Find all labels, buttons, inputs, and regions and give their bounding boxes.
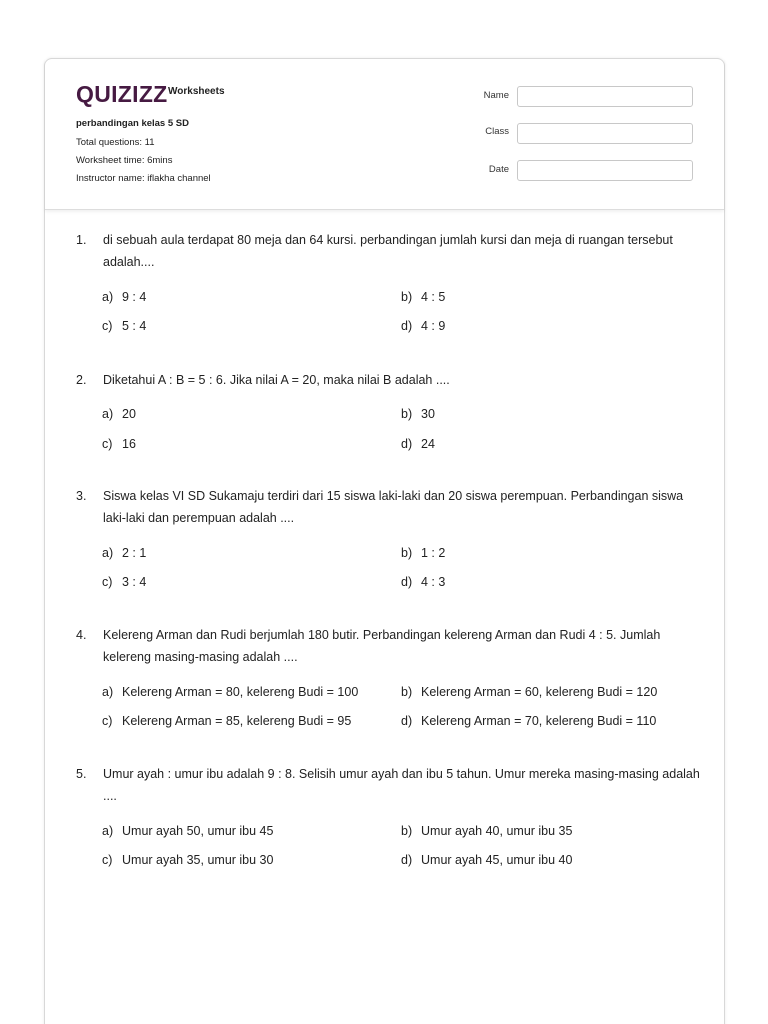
option-b [401, 407, 435, 421]
option-letter: c) [102, 437, 113, 451]
option-d [401, 319, 445, 333]
question-number: 3. [76, 489, 87, 503]
option-letter: b) [401, 546, 413, 560]
option-letter: a) [102, 685, 114, 699]
option-text: 4 : 5 [421, 290, 446, 304]
option-a [102, 824, 273, 838]
worksheet-page [44, 58, 725, 1024]
option-text: Kelereng Arman = 85, kelereng Budi = 95 [122, 714, 352, 728]
option-text: 24 [421, 437, 435, 451]
question-text: Umur ayah : umur ibu adalah 9 : 8. Selisih umur ayah dan ibu 5 tahun. Umur mereka masing-masing adalah .... [103, 767, 700, 803]
option-letter: a) [102, 824, 114, 838]
option-a [102, 546, 146, 560]
option-text: 30 [421, 407, 435, 421]
option-text: Umur ayah 40, umur ibu 35 [421, 824, 573, 838]
option-text: Kelereng Arman = 60, kelereng Budi = 120 [421, 685, 658, 699]
option-text: 20 [122, 407, 136, 421]
option-b [401, 290, 445, 304]
option-text: 1 : 2 [421, 546, 446, 560]
option-text: Kelereng Arman = 80, kelereng Budi = 100 [122, 685, 359, 699]
question-number: 1. [76, 233, 87, 247]
option-letter: b) [401, 407, 413, 421]
option-letter: c) [102, 319, 113, 333]
option-d [401, 853, 572, 867]
question-number: 4. [76, 628, 87, 642]
option-a [102, 685, 358, 699]
worksheet-time: Worksheet time: 6mins [76, 155, 173, 166]
date-label: Date [488, 164, 509, 175]
option-text: Umur ayah 50, umur ibu 45 [122, 824, 274, 838]
option-letter: a) [102, 290, 114, 304]
option-text: 16 [122, 437, 136, 451]
option-b [401, 685, 657, 699]
question-number: 2. [76, 373, 87, 387]
option-b [401, 824, 572, 838]
option-c [102, 714, 351, 728]
option-letter: d) [401, 319, 413, 333]
option-a [102, 407, 136, 421]
option-letter: d) [401, 853, 413, 867]
name-label: Name [483, 90, 509, 101]
option-d [401, 437, 435, 451]
option-d [401, 575, 445, 589]
question-text: Siswa kelas VI SD Sukamaju terdiri dari 15 siswa laki-laki dan 20 siswa perempuan. Perbandingan siswa laki-laki dan perempuan adalah .... [103, 489, 684, 525]
option-letter: c) [102, 853, 113, 867]
option-a [102, 290, 146, 304]
option-letter: b) [401, 290, 413, 304]
option-letter: d) [401, 714, 413, 728]
option-text: 9 : 4 [122, 290, 147, 304]
option-c [102, 575, 146, 589]
worksheet-header [45, 59, 724, 210]
option-letter: a) [102, 546, 114, 560]
option-c [102, 319, 146, 333]
class-label: Class [485, 126, 509, 137]
option-c [102, 437, 136, 451]
option-text: 2 : 1 [122, 546, 147, 560]
question-text: Kelereng Arman dan Rudi berjumlah 180 butir. Perbandingan kelereng Arman dan Rudi 4 : 5. Jumlah kelereng masing-masing adalah .... [103, 628, 661, 664]
option-d [401, 714, 656, 728]
option-text: 3 : 4 [122, 575, 147, 589]
option-text: Kelereng Arman = 70, kelereng Budi = 110 [421, 714, 657, 728]
question-number: 5. [76, 767, 87, 781]
total-questions: Total questions: 11 [76, 137, 155, 148]
option-text: Umur ayah 45, umur ibu 40 [421, 853, 573, 867]
option-text: Umur ayah 35, umur ibu 30 [122, 853, 274, 867]
option-letter: a) [102, 407, 114, 421]
option-text: 4 : 3 [421, 575, 446, 589]
option-letter: d) [401, 437, 413, 451]
worksheet-title: perbandingan kelas 5 SD [76, 118, 189, 129]
instructor-name: Instructor name: iflakha channel [76, 173, 211, 184]
option-text: 4 : 9 [421, 319, 446, 333]
option-letter: d) [401, 575, 413, 589]
option-b [401, 546, 445, 560]
option-letter: c) [102, 575, 113, 589]
quizizz-logo: QUIZIZZ [76, 81, 168, 107]
date-field[interactable] [517, 160, 693, 181]
logo-subtitle: Worksheets [168, 86, 225, 97]
option-text: 5 : 4 [122, 319, 147, 333]
option-c [102, 853, 273, 867]
name-field[interactable] [517, 86, 693, 107]
option-letter: c) [102, 714, 113, 728]
question-text: di sebuah aula terdapat 80 meja dan 64 kursi. perbandingan jumlah kursi dan meja di ruangan tersebut adalah.... [103, 233, 673, 269]
class-field[interactable] [517, 123, 693, 144]
question-text: Diketahui A : B = 5 : 6. Jika nilai A = 20, maka nilai B adalah .... [103, 373, 450, 387]
option-letter: b) [401, 685, 413, 699]
option-letter: b) [401, 824, 413, 838]
